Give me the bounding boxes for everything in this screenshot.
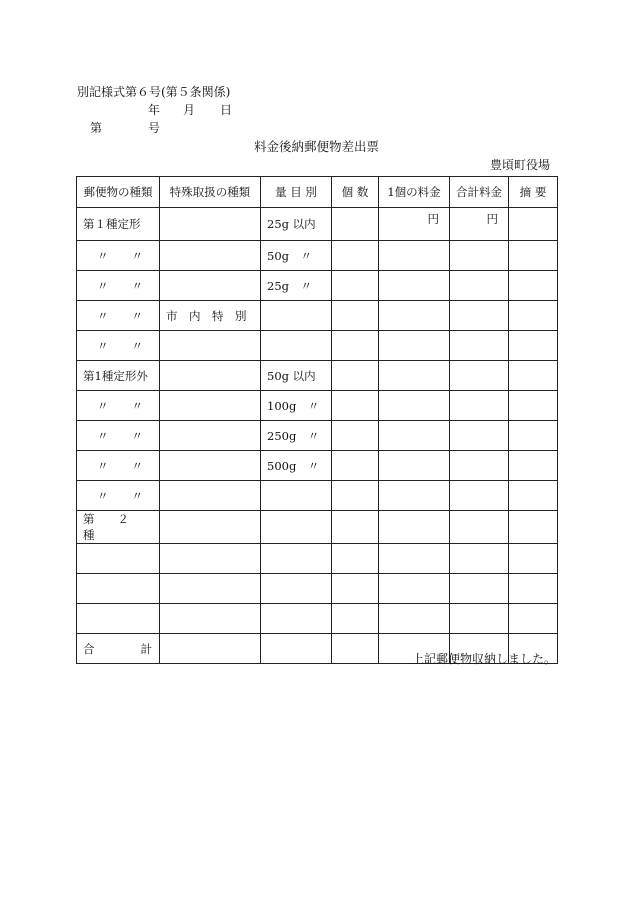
table-header-row: [77, 177, 558, 208]
cell-count[interactable]: [332, 574, 379, 604]
cell-count[interactable]: [332, 331, 379, 361]
cell-count[interactable]: [332, 544, 379, 574]
date-month-label: 月: [183, 103, 196, 117]
cell-unit-fee[interactable]: [379, 574, 450, 604]
cell-mail-kind: 〃 〃: [77, 241, 160, 271]
cell-total-label: 合 計: [77, 634, 160, 664]
cell-mail-kind[interactable]: [77, 544, 160, 574]
cell-special-handling[interactable]: [160, 241, 261, 271]
cell-weight: [261, 301, 332, 331]
cell-special-handling[interactable]: [160, 421, 261, 451]
cell-total-fee[interactable]: [450, 421, 509, 451]
cell-count[interactable]: [332, 271, 379, 301]
cell-total-fee[interactable]: 円: [450, 208, 509, 241]
cell-remarks[interactable]: [509, 574, 558, 604]
office-name: 豊頃町役場: [490, 158, 551, 172]
table-row: [77, 604, 558, 634]
cell-mail-kind: 〃 〃: [77, 301, 160, 331]
cell-total-fee[interactable]: [450, 301, 509, 331]
cell-special-handling[interactable]: [160, 481, 261, 511]
cell-special-handling[interactable]: [160, 634, 261, 664]
cell-unit-fee[interactable]: [379, 421, 450, 451]
cell-remarks[interactable]: [509, 361, 558, 391]
cell-count[interactable]: [332, 421, 379, 451]
cell-total-fee[interactable]: [450, 604, 509, 634]
cell-special-handling[interactable]: [160, 451, 261, 481]
cell-count[interactable]: [332, 604, 379, 634]
table-row: [77, 574, 558, 604]
cell-count[interactable]: [332, 451, 379, 481]
cell-remarks[interactable]: [509, 391, 558, 421]
cell-remarks[interactable]: [509, 208, 558, 241]
cell-unit-fee[interactable]: [379, 544, 450, 574]
cell-total-fee[interactable]: [450, 391, 509, 421]
cell-weight: 50g 以内: [261, 361, 332, 391]
cell-remarks[interactable]: [509, 451, 558, 481]
cell-total-fee[interactable]: [450, 544, 509, 574]
cell-count[interactable]: [332, 208, 379, 241]
document-title: 料金後納郵便物差出票: [254, 139, 380, 154]
cell-weight: 100g 〃: [261, 391, 332, 421]
col-header-special-handling: 特殊取扱の種類: [160, 177, 261, 208]
cell-count[interactable]: [332, 241, 379, 271]
cell-remarks[interactable]: [509, 421, 558, 451]
cell-count[interactable]: [332, 634, 379, 664]
col-header-remarks: 摘 要: [509, 177, 558, 208]
cell-remarks[interactable]: [509, 301, 558, 331]
cell-special-handling[interactable]: [160, 574, 261, 604]
cell-total-fee[interactable]: [450, 271, 509, 301]
form-label: 別記様式第６号(第５条関係): [77, 85, 231, 99]
table-row: [77, 511, 558, 544]
cell-weight: [261, 331, 332, 361]
cell-total-fee[interactable]: [450, 511, 509, 544]
cell-total-fee[interactable]: [450, 481, 509, 511]
cell-mail-kind: 〃 〃: [77, 331, 160, 361]
cell-unit-fee[interactable]: [379, 604, 450, 634]
table-row: [77, 241, 558, 271]
cell-unit-fee[interactable]: [379, 361, 450, 391]
cell-count[interactable]: [332, 391, 379, 421]
cell-special-handling[interactable]: [160, 208, 261, 241]
cell-unit-fee[interactable]: [379, 451, 450, 481]
cell-unit-fee[interactable]: [379, 511, 450, 544]
cell-weight: 500g 〃: [261, 451, 332, 481]
cell-special-handling[interactable]: [160, 604, 261, 634]
cell-count[interactable]: [332, 481, 379, 511]
cell-weight: 250g 〃: [261, 421, 332, 451]
cell-weight: 50g 〃: [261, 241, 332, 271]
cell-special-handling[interactable]: [160, 391, 261, 421]
cell-count[interactable]: [332, 361, 379, 391]
cell-special-handling[interactable]: [160, 331, 261, 361]
cell-mail-kind: 〃 〃: [77, 271, 160, 301]
cell-total-fee[interactable]: [450, 361, 509, 391]
cell-unit-fee[interactable]: 円: [379, 208, 450, 241]
cell-mail-kind: 〃 〃: [77, 391, 160, 421]
cell-special-handling[interactable]: [160, 544, 261, 574]
cell-remarks[interactable]: [509, 544, 558, 574]
cell-total-fee[interactable]: [450, 451, 509, 481]
col-header-count: 個 数: [332, 177, 379, 208]
cell-total-fee[interactable]: [450, 241, 509, 271]
table-row: [77, 451, 558, 481]
table-row: [77, 391, 558, 421]
cell-count[interactable]: [332, 301, 379, 331]
table-row: [77, 481, 558, 511]
cell-remarks[interactable]: [509, 481, 558, 511]
mail-submission-table: [76, 176, 558, 664]
number-go-label: 号: [148, 121, 161, 135]
col-header-weight: 量 目 別: [261, 177, 332, 208]
cell-weight[interactable]: [261, 574, 332, 604]
cell-weight[interactable]: [261, 481, 332, 511]
cell-remarks[interactable]: [509, 271, 558, 301]
table-row: [77, 361, 558, 391]
cell-total-fee[interactable]: [450, 331, 509, 361]
cell-unit-fee[interactable]: [379, 271, 450, 301]
col-header-total-fee: 合計料金: [450, 177, 509, 208]
cell-mail-kind[interactable]: [77, 604, 160, 634]
cell-remarks[interactable]: [509, 241, 558, 271]
table-row: [77, 421, 558, 451]
cell-mail-kind[interactable]: [77, 574, 160, 604]
cell-weight: 25g 以内: [261, 208, 332, 241]
cell-unit-fee[interactable]: [379, 481, 450, 511]
col-header-mail-kind: 郵便物の種類: [77, 177, 160, 208]
table-row: [77, 331, 558, 361]
col-header-unit-fee: 1個の料金: [379, 177, 450, 208]
cell-special-handling[interactable]: [160, 361, 261, 391]
table-row: [77, 544, 558, 574]
cell-remarks[interactable]: [509, 331, 558, 361]
cell-unit-fee[interactable]: [379, 301, 450, 331]
cell-weight: 25g 〃: [261, 271, 332, 301]
cell-special-handling: 市 内 特 別: [160, 301, 261, 331]
cell-unit-fee[interactable]: [379, 391, 450, 421]
cell-unit-fee[interactable]: [379, 331, 450, 361]
receipt-note: 上記郵便物収納しました。: [412, 652, 557, 666]
table-row: [77, 301, 558, 331]
cell-mail-kind: 第 ２ 種: [77, 511, 160, 544]
cell-count[interactable]: [332, 511, 379, 544]
cell-remarks[interactable]: [509, 604, 558, 634]
cell-weight[interactable]: [261, 511, 332, 544]
cell-mail-kind: 〃 〃: [77, 451, 160, 481]
cell-mail-kind: 第1種定形外: [77, 361, 160, 391]
cell-weight[interactable]: [261, 544, 332, 574]
cell-weight[interactable]: [261, 634, 332, 664]
cell-special-handling[interactable]: [160, 511, 261, 544]
cell-unit-fee[interactable]: [379, 241, 450, 271]
cell-weight[interactable]: [261, 604, 332, 634]
cell-mail-kind: 第１種定形: [77, 208, 160, 241]
cell-mail-kind: 〃 〃: [77, 421, 160, 451]
table-row: [77, 208, 558, 241]
date-year-label: 年: [148, 103, 161, 117]
date-day-label: 日: [220, 103, 233, 117]
cell-special-handling[interactable]: [160, 271, 261, 301]
cell-mail-kind: 〃 〃: [77, 481, 160, 511]
cell-total-fee[interactable]: [450, 574, 509, 604]
cell-remarks[interactable]: [509, 511, 558, 544]
number-dai-label: 第: [90, 121, 103, 135]
table-row: [77, 271, 558, 301]
